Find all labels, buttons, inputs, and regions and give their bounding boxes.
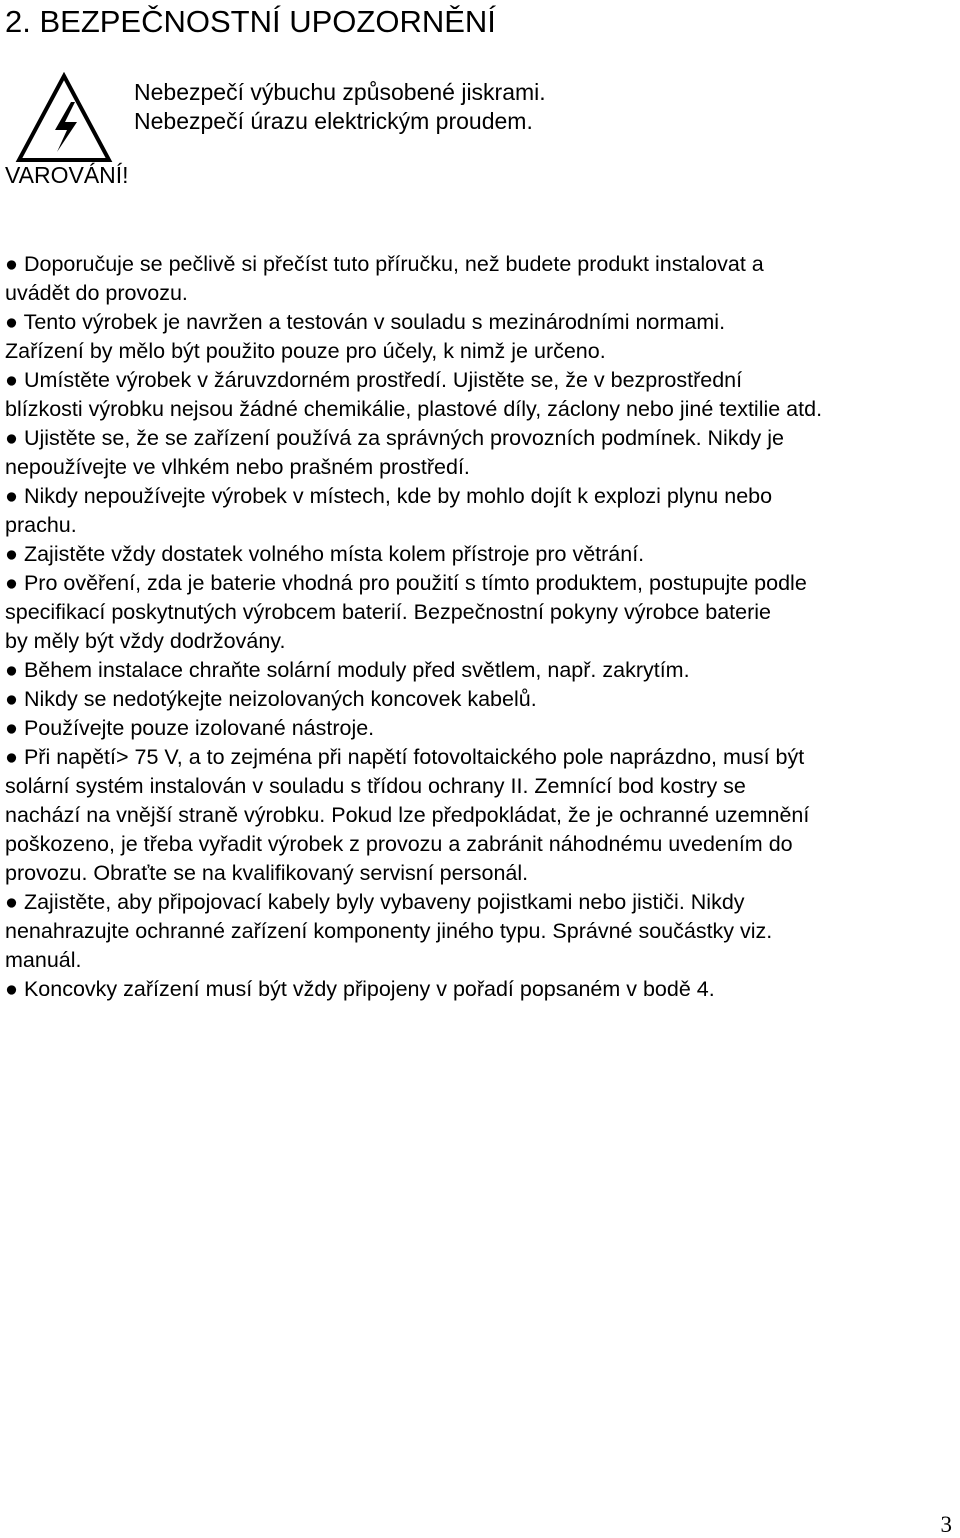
text-line: ● Doporučuje se pečlivě si přečíst tuto příručku, než budete produkt instalovat a [5,252,764,276]
text-line: specifikací poskytnutých výrobcem baterií. Bezpečnostní pokyny výrobce baterie [5,600,772,624]
section-heading: 2. BEZPEČNOSTNÍ UPOZORNĚNÍ [5,4,496,39]
warning-line: Nebezpečí výbuchu způsobené jiskrami. [134,79,546,105]
text-line: ● Nikdy nepoužívejte výrobek v místech, kde by mohlo dojít k explozi plynu nebo [5,484,773,508]
text-line: nepoužívejte ve vlhkém nebo prašném prostředí. [5,455,470,479]
text-line: solární systém instalován v souladu s třídou ochrany II. Zemnící bod kostry se [5,774,746,798]
text-line: ● Pro ověření, zda je baterie vhodná pro použití s tímto produktem, postupujte podle [5,571,807,595]
text-line: ● Zajistěte, aby připojovací kabely byly vybaveny pojistkami nebo jističi. Nikdy [5,890,745,914]
text-line: ● Tento výrobek je navržen a testován v souladu s mezinárodními normami. [5,310,726,334]
text-line: ● Používejte pouze izolované nástroje. [5,716,375,740]
text-line: ● Koncovky zařízení musí být vždy připojeny v pořadí popsaném v bodě 4. [5,977,715,1001]
page-number: 3 [940,1512,952,1537]
text-line: nachází na vnější straně výrobku. Pokud lze předpokládat, že je ochranné uzemnění [5,803,810,827]
text-line: ● Zajistěte vždy dostatek volného místa kolem přístroje pro větrání. [5,542,645,566]
text-line: nenahrazujte ochranné zařízení komponenty jiného typu. Správné součástky viz. [5,919,773,943]
text-line: prachu. [5,513,77,537]
text-line: manuál. [5,948,82,972]
text-line: ● Při napětí> 75 V, a to zejména při napětí fotovoltaického pole naprázdno, musí být [5,745,805,769]
warning-text [134,78,546,136]
text-line: blízkosti výrobku nejsou žádné chemikálie, plastové díly, záclony nebo jiné textilie atd. [5,397,823,421]
text-line: provozu. Obraťte se na kvalifikovaný servisní personál. [5,861,529,885]
text-line: by měly být vždy dodržovány. [5,629,286,653]
text-line: poškozeno, je třeba vyřadit výrobek z provozu a zabránit náhodnému uvedením do [5,832,793,856]
warning-line: Nebezpečí úrazu elektrickým proudem. [134,108,533,134]
warning-label: VAROVÁNÍ! [5,162,129,188]
text-line: uvádět do provozu. [5,281,188,305]
text-line: ● Nikdy se nedotýkejte neizolovaných koncovek kabelů. [5,687,537,711]
text-line: ● Umístěte výrobek v žáruvzdorném prostředí. Ujistěte se, že v bezprostřední [5,368,743,392]
safety-instructions [5,250,957,1004]
text-line: Zařízení by mělo být použito pouze pro účely, k nimž je určeno. [5,339,606,363]
electric-hazard-triangle-icon [15,72,113,164]
text-line: ● Během instalace chraňte solární moduly před světlem, např. zakrytím. [5,658,690,682]
text-line: ● Ujistěte se, že se zařízení používá za správných provozních podmínek. Nikdy je [5,426,784,450]
